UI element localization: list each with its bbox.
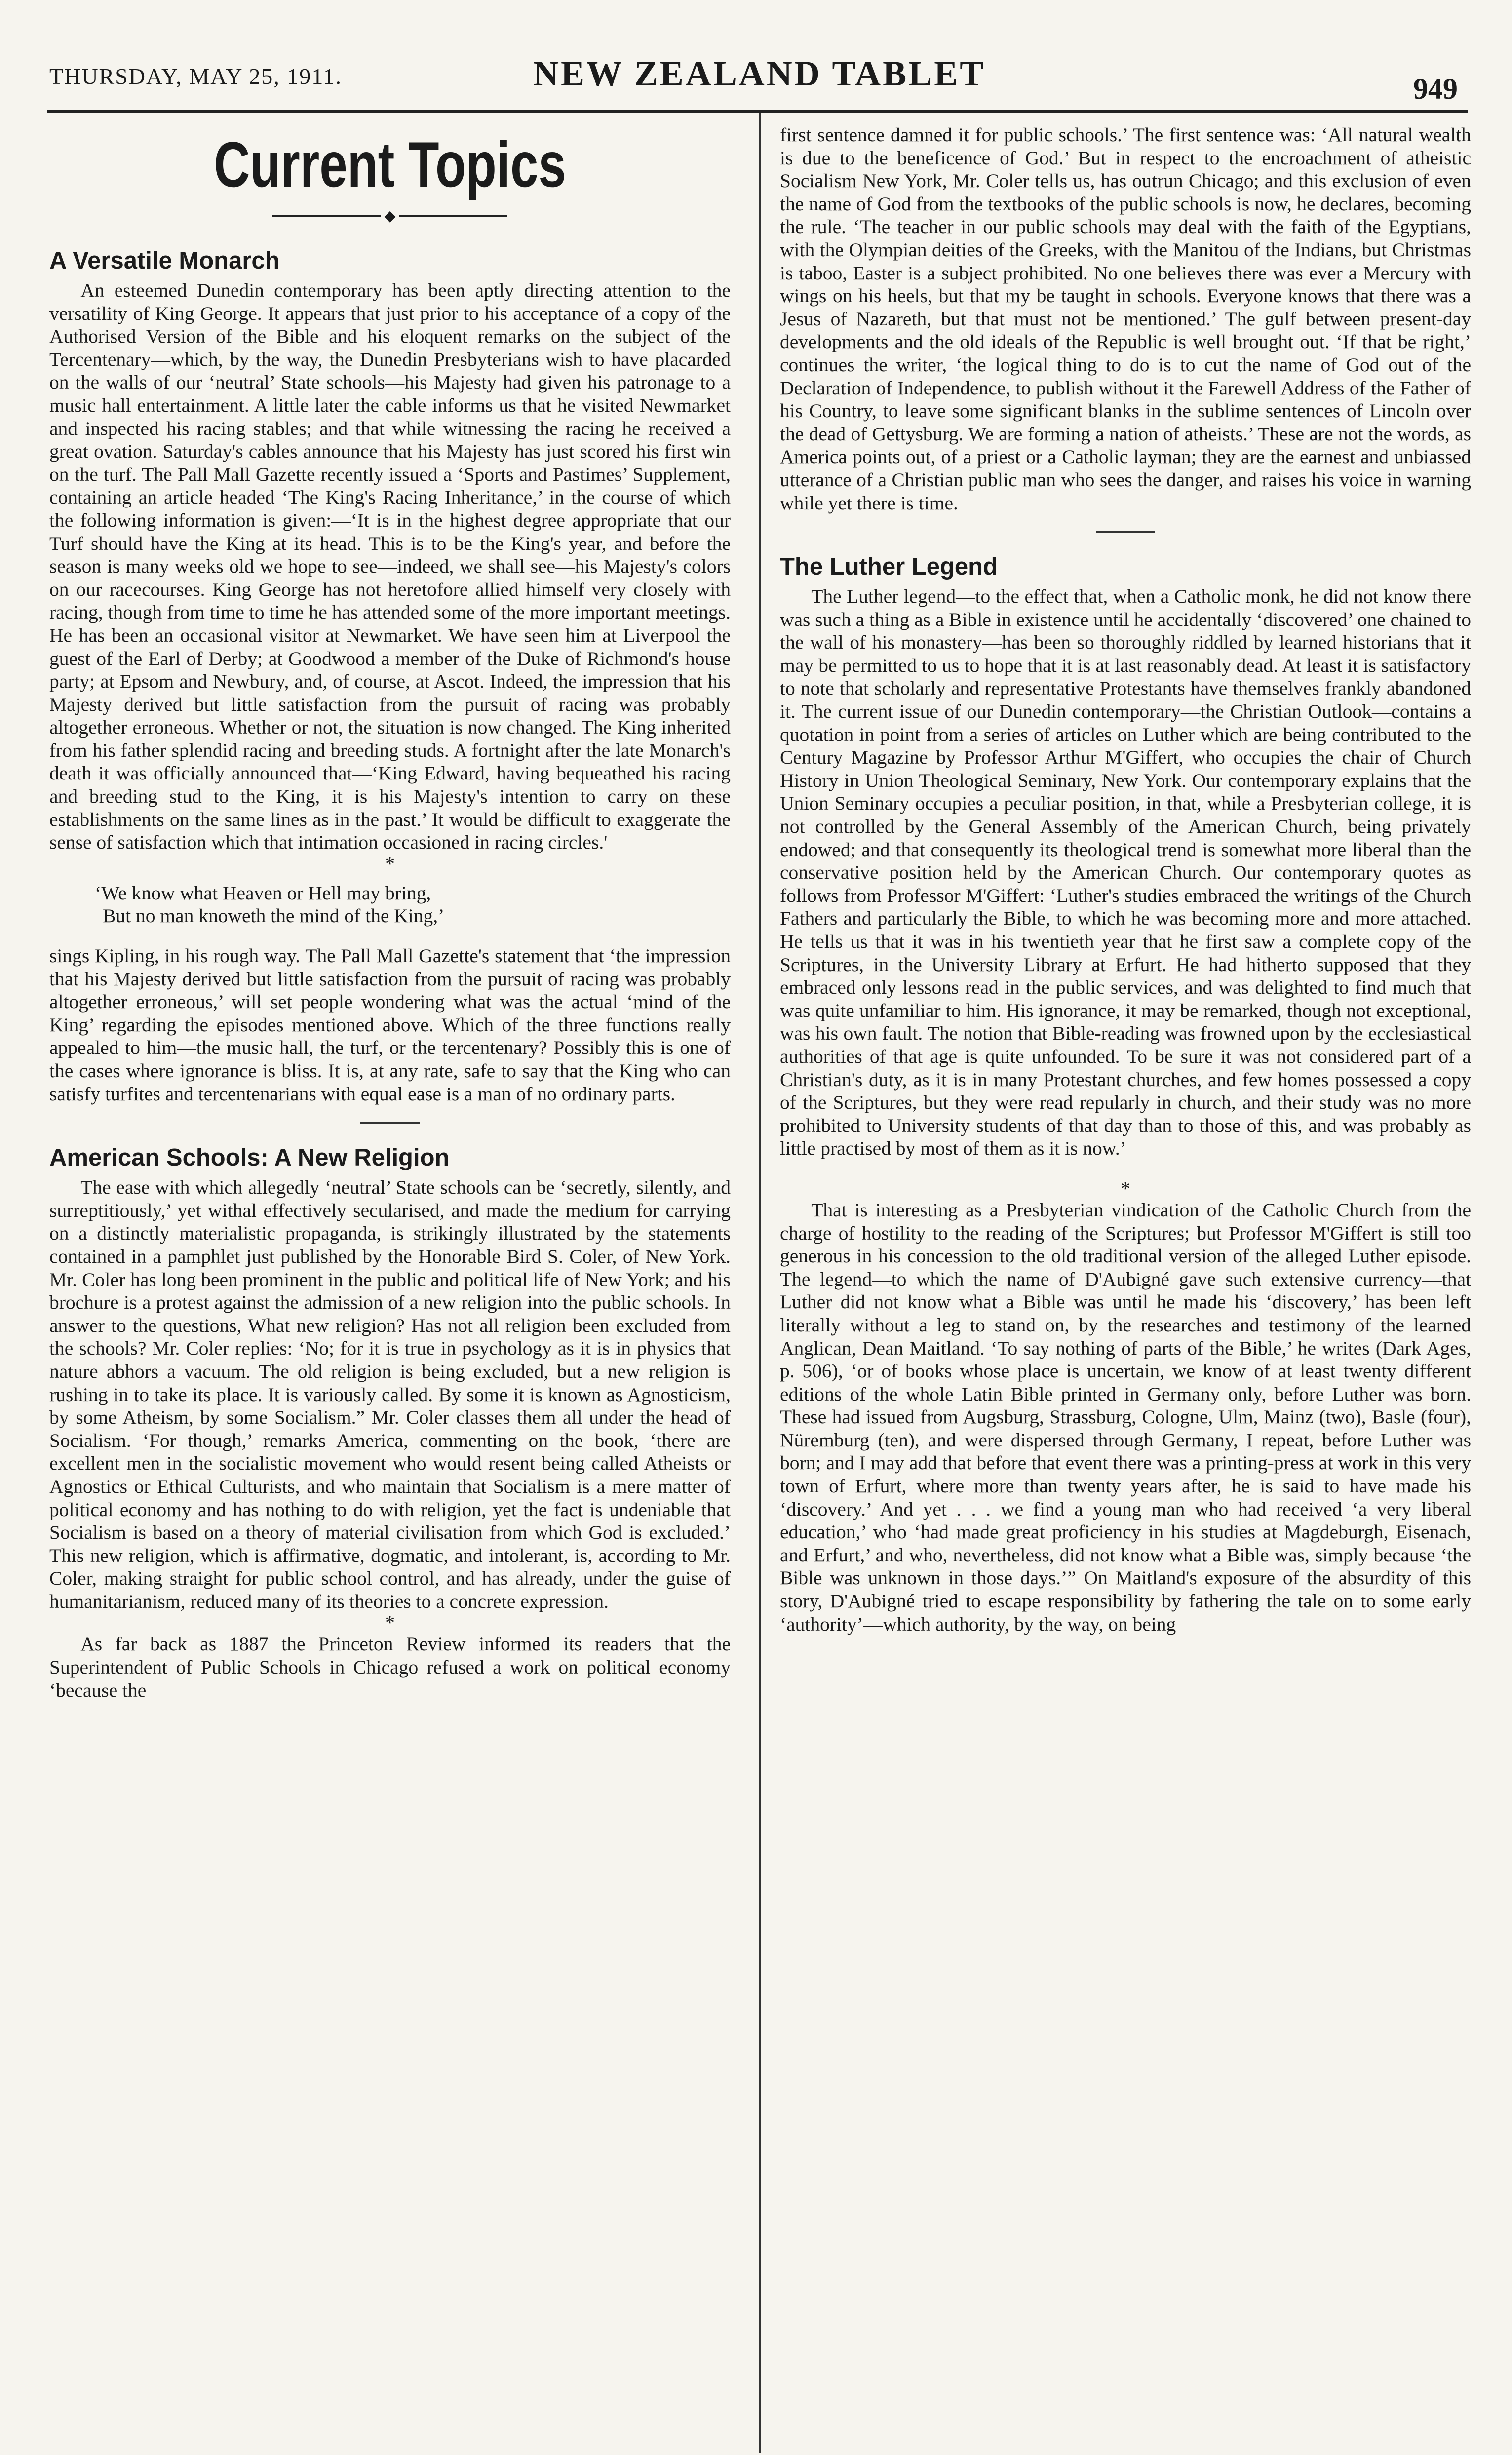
diamond-icon: ◆: [384, 208, 396, 224]
article-heading-luther: The Luther Legend: [780, 553, 998, 581]
article-separator: [360, 1122, 420, 1124]
right-column: [780, 123, 1471, 2449]
article-heading-monarch: A Versatile Monarch: [49, 247, 280, 274]
article-heading-schools: American Schools: A New Religion: [49, 1144, 450, 1171]
spacer: [780, 1160, 1471, 1179]
title-ornament: [49, 207, 731, 225]
newspaper-title: NEW ZEALAND TABLET: [533, 54, 986, 93]
poem-line: ‘We know what Heaven or Hell may bring,: [95, 882, 431, 904]
masthead: [0, 0, 1512, 118]
left-column: [49, 123, 731, 2449]
issue-date: THURSDAY, MAY 25, 1911.: [49, 64, 343, 89]
monarch-paragraph-2: sings Kipling, in his rough way. The Pall Mall Gazette's statement that ‘the impression that his Majesty derived but little satisfaction from the pursuit of racing was probably altogether erroneous,’ will set people wondering what was the actual ‘mind of the King’ regarding the episodes mentioned above. Which of the three functions really appealed to him—the music hall, the turf, or the tercentenary? Possibly this is one of the cases where ignorance is bliss. It is, at any rate, safe to say that the King who can satisfy turfites and tercentenarians with equal ease is a man of no ordinary parts.: [49, 945, 731, 1105]
luther-paragraph-1: The Luther legend—to the effect that, when a Catholic monk, he did not know there was such a thing as a Bible in existence until he accidentally ‘discovered’ one chained to the wall of his monastery—has been so thoroughly riddled by learned historians that it may be permitted to us to hope that it is at last reasonably dead. At least it is satisfactory to note that scholarly and representative Protestants have themselves frankly abandoned it. The current issue of our Dunedin contemporary—the Christian Outlook—contains a quotation in point from a series of articles on Luther which are being contributed to the Century Magazine by Professor Arthur M'Giffert, who occupies the chair of Church History in Union Theological Seminary, New York. Our contemporary explains that the Union Seminary occupies a peculiar position, in that, while a Presbyterian college, it is not controlled by the General Assembly of the American Church, being privately endowed; and that consequently its theological trend is somewhat more liberal than the conservative position held by the American Church. Our contemporary quotes as follows from Professor M'Giffert: ‘Luther's studies embraced the writings of the Church Fathers and particularly the Bible, to which he was becoming more and more attached. He tells us that it was in his twentieth year that he first saw a complete copy of the Scriptures, in the University Library at Erfurt. He had hitherto supposed that they embraced only lessons read in the public services, and was delighted to find much that was quite unfamiliar to him. His ignorance, it may be remarked, though not exceptional, was his own fault. The notion that Bible-reading was frowned upon by the ecclesiastical authorities of that age is quite unfounded. To be sure it was not considered part of a Christian's duty, as it is in many Protestant churches, and few homes possessed a copy of the Scriptures, but they were read repularly in church, and their study was no more prohibited to University students of that day than to those of this, and was probably as little practised by most of them as it is now.’: [780, 585, 1471, 1160]
column-divider: [759, 113, 761, 2453]
masthead-rule: [47, 110, 1468, 113]
luther-paragraph-2: That is interesting as a Presbyterian vindication of the Catholic Church from the charge of hostility to the reading of the Scriptures; but Professor M'Giffert is still too generous in his concession to the old traditional version of the alleged Luther episode. The legend—to which the name of D'Aubigné gave such extensive currency—that Luther did not know what a Bible was until he made his ‘discovery,’ has been left literally without a leg to stand on, by the researches and testimony of the learned Anglican, Dean Maitland. ‘To say nothing of parts of the Bible,’ he writes (Dark Ages, p. 506), ‘or of books whose place is uncertain, we know of at least twenty different editions of the whole Latin Bible printed in Germany only, before Luther was born. These had issued from Augsburg, Strassburg, Cologne, Ulm, Mainz (two), Basle (four), Nüremburg (ten), and were dispersed through Germany, I repeat, before Luther was born; and I may add that before that event there was a printing-press at work in this very town of Erfurt, where more than twenty years after, he is said to have made his ‘discovery.’ And yet . . . we find a young man who had received ‘a very liberal education,’ who ‘had made great proficiency in his studies at Magdeburgh, Eisenach, and Erfurt,’ and who, nevertheless, did not know what a Bible was, simply because ‘the Bible was unknown in those days.’” On Maitland's exposure of the absurdity of this story, D'Aubigné tried to escape responsibility by fathering the tale on to some early ‘authority’—which authority, by the way, on being: [780, 1199, 1471, 1635]
ornament-line: [399, 215, 507, 217]
poem-line: But no man knoweth the mind of the King,’: [103, 905, 445, 927]
ornament-line: [272, 215, 381, 217]
asterism: *: [385, 852, 395, 875]
article-separator: [1096, 531, 1155, 533]
monarch-paragraph-1: An esteemed Dunedin contemporary has been aptly directing attention to the versatility of King George. It appears that just prior to his acceptance of a copy of the Authorised Version of the Bible and his eloquent remarks on the subject of the Tercentenary—which, by the way, the Dunedin Presbyterians wish to have placarded on the walls of our ‘neutral’ State schools—his Majesty had given his patronage to a music hall entertainment. A little later the cable informs us that he visited Newmarket and inspected his racing stables; and that while witnessing the racing he received a great ovation. Saturday's cables announce that his Majesty has just scored his first win on the turf. The Pall Mall Gazette recently issued a ‘Sports and Pastimes’ Supplement, containing an article headed ‘The King's Racing Inheritance,’ in the course of which the following information is given:—‘It is in the highest degree appropriate that our Turf should have the King at its head. This is to be the King's year, and before the season is many weeks old we hope to see—indeed, we shall see—his Majesty's colors on our racecourses. King George has not heretofore allied himself very closely with racing, though from time to time he has attended some of the more important meetings. He has been an occasional visitor at Newmarket. We have seen him at Liverpool the guest of the Earl of Derby; at Goodwood a member of the Duke of Richmond's house party; at Epsom and Newbury, and, of course, at Ascot. Indeed, the impression that his Majesty derived but little satisfaction from the pursuit of racing was probably altogether erroneous. Whether or not, the situation is now changed. The King inherited from his father splendid racing and breeding studs. A fortnight after the late Monarch's death it was officially announced that—‘King Edward, having bequeathed his racing and breeding stud to the King, it is his Majesty's intention to carry on these establishments on the same lines as in the past.’ It would be difficult to exaggerate the sense of satisfaction which that intimation occasioned in racing circles.': [49, 279, 731, 854]
asterism: *: [1121, 1177, 1130, 1200]
schools-paragraph-2: As far back as 1887 the Princeton Review informed its readers that the Superintendent of Public Schools in Chicago refused a work on political economy ‘because the: [49, 1633, 731, 1701]
page-number: 949: [1413, 73, 1458, 105]
asterism: *: [385, 1611, 395, 1634]
kipling-quote: [95, 882, 731, 928]
schools-paragraph-3: first sentence damned it for public schools.’ The first sentence was: ‘All natural wealth is due to the beneficence of God.’ But in respect to the encroachment of atheistic Socialism New York, Mr. Coler tells us, has outrun Chicago; and this exclusion of even the name of God from the textbooks of the public schools is now, he declares, becoming the rule. ‘The teacher in our public schools may deal with the faith of the Egyptians, with the Olympian deities of the Greeks, with the Manitou of the Indians, but Christmas is taboo, Easter is a subject prohibited. No one believes there was ever a Mercury with wings on his heels, but that my be taught in schools. Everyone knows that there was a Jesus of Nazareth, but that must not be mentioned.’ The gulf between present-day developments and the old ideals of the Republic is well brought out. ‘If that be right,’ continues the writer, ‘the logical thing to do is to cut the name of God out of the Declaration of Independence, to publish without it the Farewell Address of the Father of his Country, to leave some significant blanks in the sublime sentences of Lincoln over the dead of Gettysburg. We are forming a nation of atheists.’ These are not the words, as America points out, of a priest or a Catholic layman; they are the earnest and unbiassed utterance of a Christian public man who sees the danger, and raises his voice in warning while yet there is time.: [780, 124, 1471, 514]
section-title: Current Topics: [214, 128, 566, 200]
schools-paragraph-1: The ease with which allegedly ‘neutral’ State schools can be ‘secretly, silently, and surreptitiously,’ yet withal effectively secularised, and made the medium for carrying on a distinctly materialistic propaganda, is strikingly illustrated by the statements contained in a pamphlet just published by the Honorable Bird S. Coler, of New York. Mr. Coler has long been prominent in the public and political life of New York; and his brochure is a protest against the admission of a new religion into the public schools. In answer to the questions, What new religion? Has not all religion been excluded from the schools? Mr. Coler replies: ‘No; for it is true in psychology as it is in physics that nature abhors a vacuum. The old religion is being excluded, but a new religion is rushing in to take its place. It is variously called. By some it is known as Agnosticism, by some Atheism, by some Socialism.” Mr. Coler classes them all under the head of Socialism. ‘For though,’ remarks America, commenting on the book, ‘there are excellent men in the socialistic movement who would resent being called Atheists or Agnostics or Ethical Culturists, and who maintain that Socialism is a mere matter of political economy and has nothing to do with religion, yet the fact is undeniable that Socialism is based on a theory of material civilisation from which God is excluded.’ This new religion, which is affirmative, dogmatic, and intolerant, is, according to Mr. Coler, making straight for public school control, and has already, under the guise of humanitarianism, reduced many of its theories to a concrete expression.: [49, 1176, 731, 1612]
